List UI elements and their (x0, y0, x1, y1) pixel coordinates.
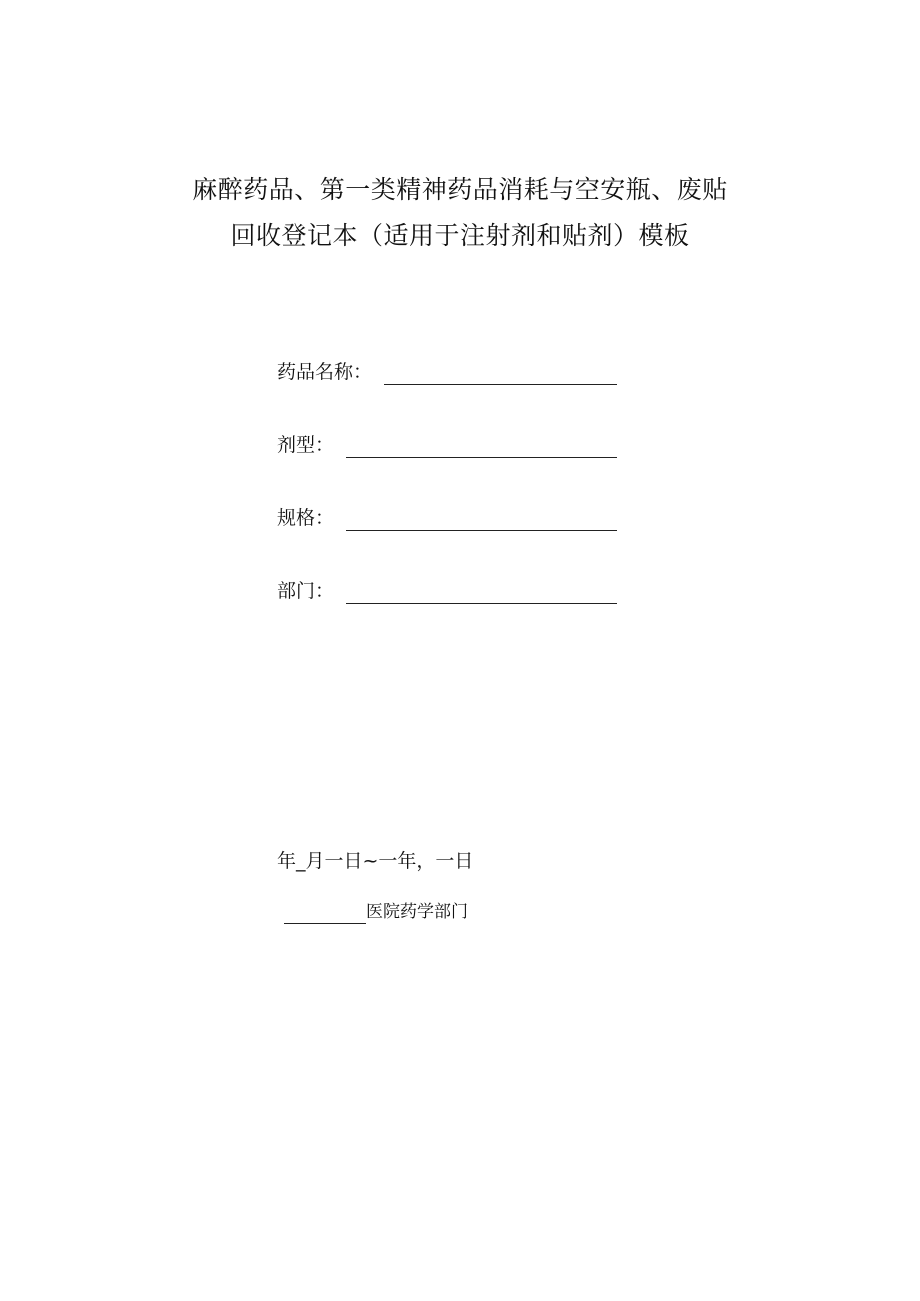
drug-name-label: 药品名称： (277, 361, 373, 383)
document-title-line-2: 回收登记本（适用于注射剂和贴剂）模板 (230, 221, 690, 250)
specification-label: 规格： (277, 507, 335, 529)
dosage-form-label: 剂型： (277, 434, 335, 456)
hospital-signature (284, 900, 468, 926)
specification-blank[interactable] (346, 530, 617, 531)
dosage-form-blank[interactable] (346, 457, 617, 458)
hospital-name-blank[interactable] (284, 903, 366, 924)
hospital-suffix: 医院药学部门 (366, 902, 468, 922)
drug-name-blank[interactable] (384, 384, 617, 385)
drug-name-field (277, 359, 617, 389)
department-blank[interactable] (346, 603, 617, 604)
specification-field (277, 505, 617, 535)
department-label: 部门： (277, 580, 335, 602)
document-title-line-1: 麻醉药品、第一类精神药品消耗与空安瓶、废贴 (192, 175, 728, 204)
date-range: 年_月一日~一年，一日 (277, 850, 474, 872)
department-field (277, 578, 617, 608)
dosage-form-field (277, 432, 617, 462)
